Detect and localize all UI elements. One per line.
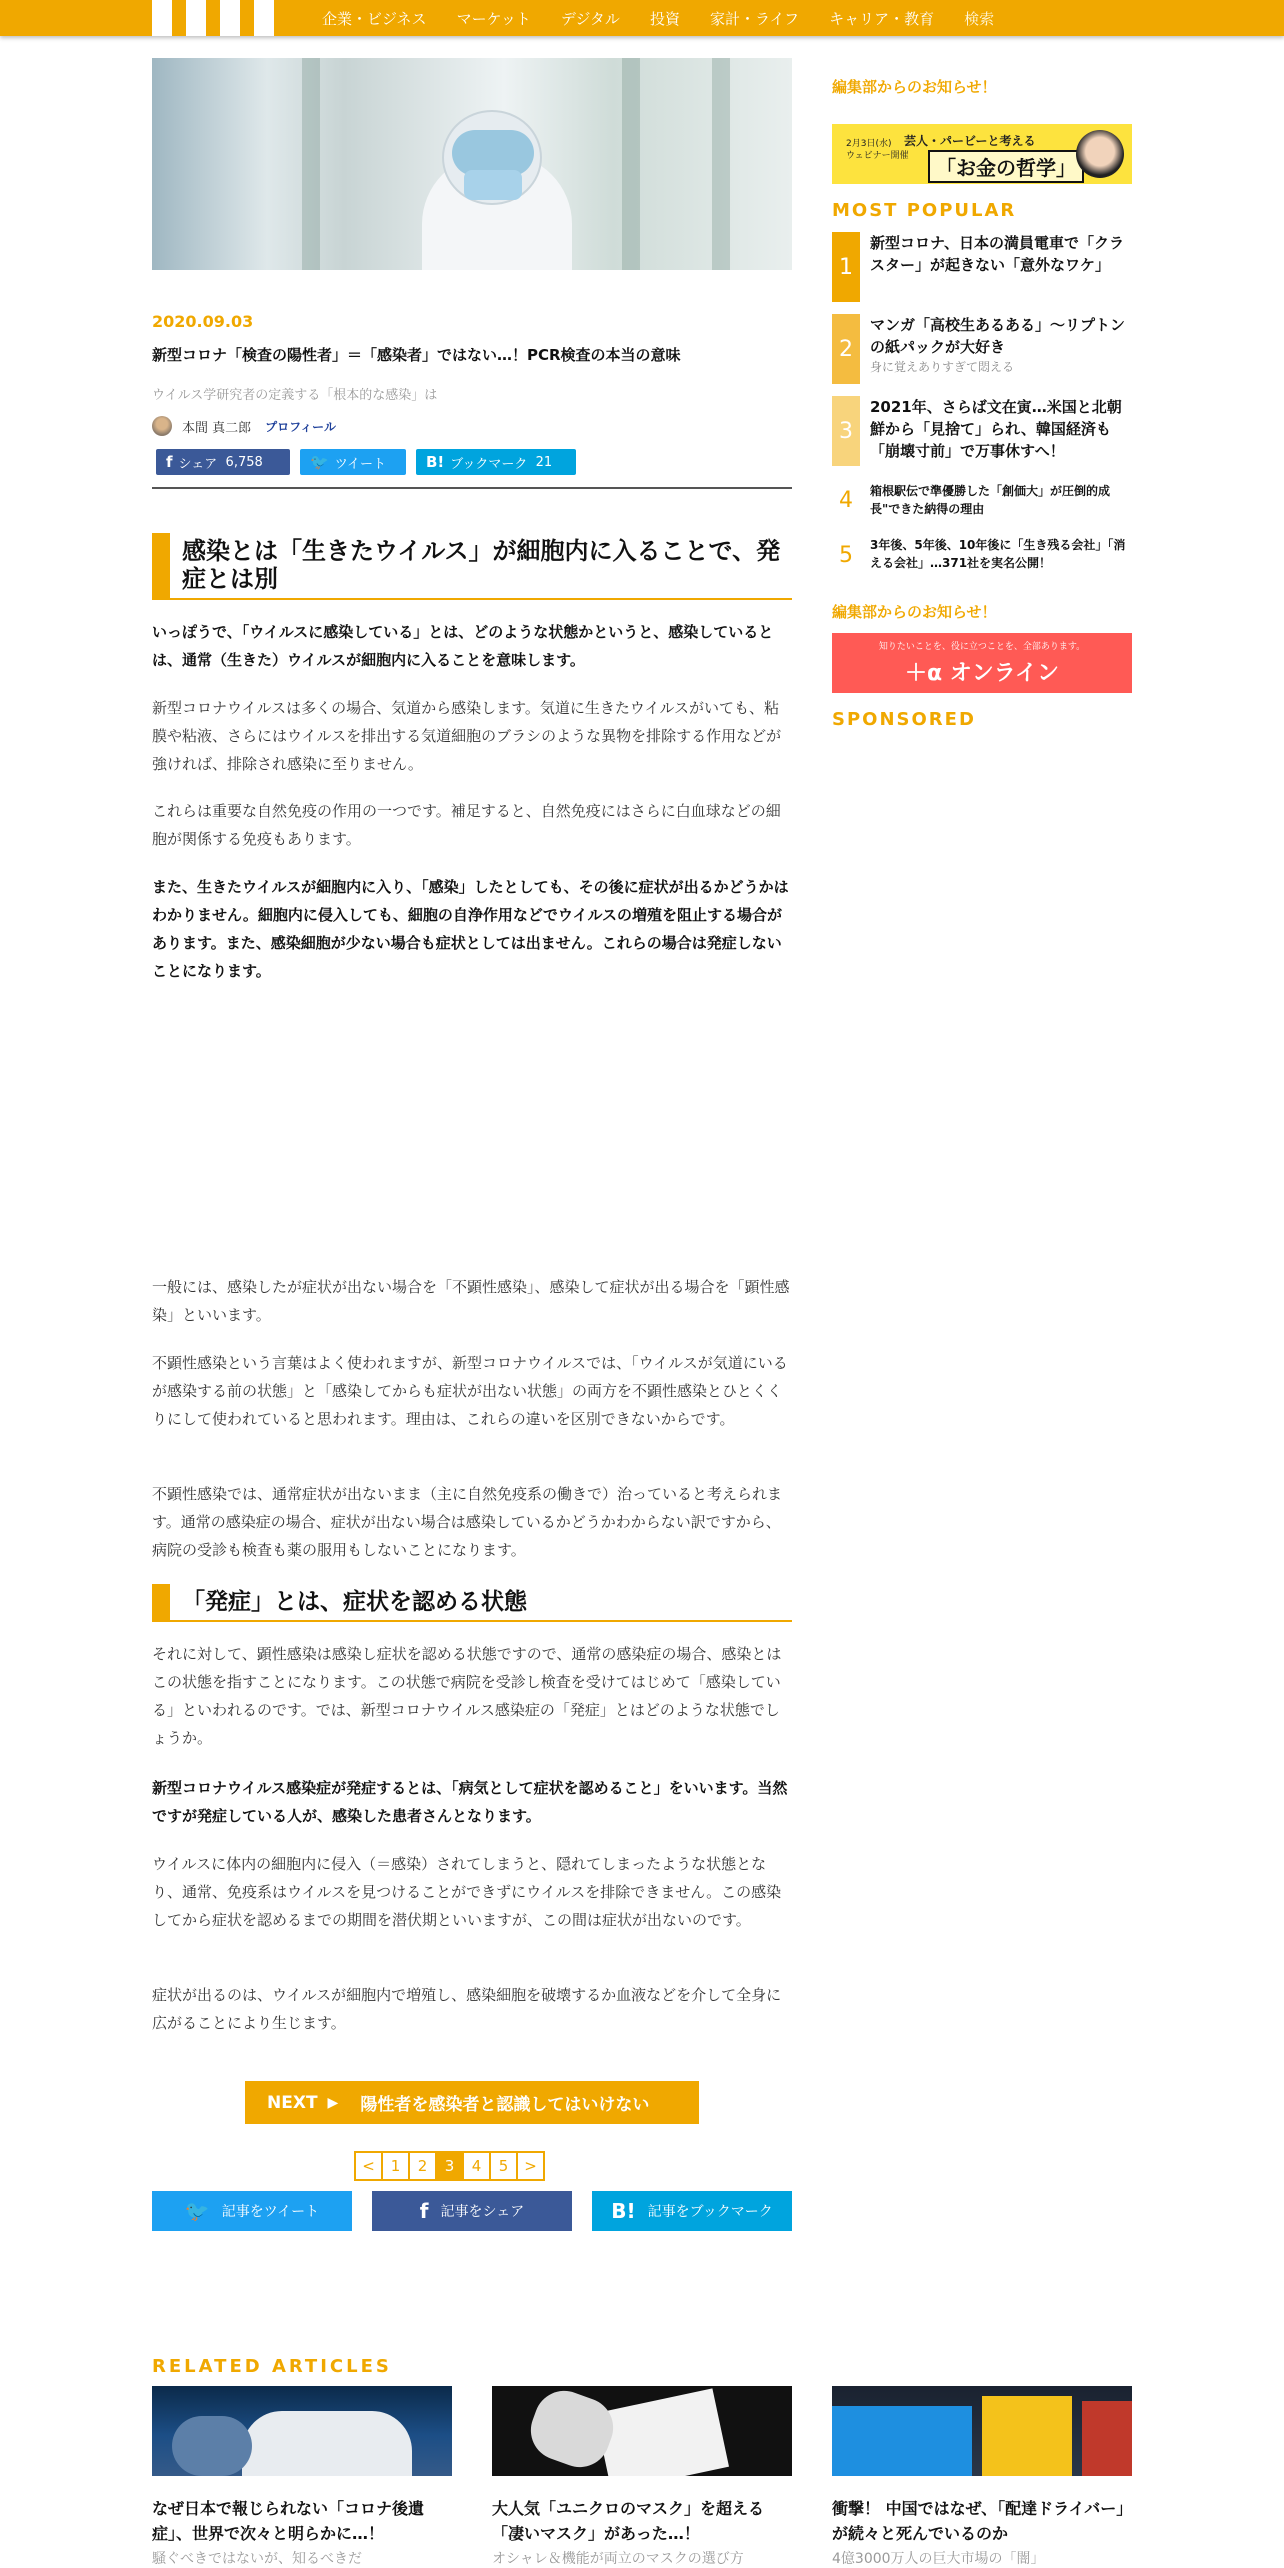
author-profile-link[interactable]: プロフィール <box>265 419 336 434</box>
pagination-page-5[interactable]: 5 <box>489 2151 518 2181</box>
popular-title: 2021年、さらば文在寅…米国と北朝鮮から「見捨て」られ、韓国経済も「崩壊寸前」で万事休すへ！ <box>870 398 1122 460</box>
related-articles-heading: RELATED ARTICLES <box>152 2356 392 2377</box>
related-article-thumbnail <box>492 2386 792 2476</box>
site-logo[interactable] <box>152 0 292 36</box>
article-title: 新型コロナ「検査の陽性者」＝「感染者」ではない…！PCR検査の本当の意味 <box>152 346 681 364</box>
pagination-next[interactable]: > <box>516 2151 545 2181</box>
nav-digital[interactable]: デジタル <box>560 9 620 28</box>
hatena-bookmark-button[interactable] <box>416 449 576 475</box>
nav-business[interactable]: 企業・ビジネス <box>322 9 427 28</box>
popular-item-4[interactable] <box>832 482 1132 518</box>
popular-item-2[interactable] <box>832 314 1132 384</box>
bookmark-label: ブックマーク <box>450 456 528 472</box>
popular-item-3[interactable] <box>832 396 1132 466</box>
twitter-tweet-button[interactable] <box>300 449 406 475</box>
next-page-button[interactable] <box>245 2081 699 2124</box>
rank-number: 2 <box>832 314 860 384</box>
paragraph: いっぽうで、「ウイルスに感染している」とは、どのような状態かというと、感染しているとは、通常（生きた）ウイルスが細胞内に入ることを意味します。 <box>152 623 774 669</box>
popular-title: マンガ「高校生あるある」〜リプトンの紙パックが大好き 身に覚えありすぎて悶える <box>860 314 1132 384</box>
popular-title: 箱根駅伝で準優勝した「創価大」が圧倒的成長"できた納得の理由 <box>870 484 1111 516</box>
twitter-bird-icon: 🐦 <box>310 453 329 471</box>
facebook-share-count: 6,758 <box>225 454 263 470</box>
site-header <box>0 0 1284 36</box>
related-article-card[interactable] <box>152 2386 452 2568</box>
related-article-subtitle: 4億3000万人の巨大市場の「闇」 <box>832 2551 1045 2567</box>
rank-number: 1 <box>832 232 860 302</box>
sidebar-notice-heading-2: 編集部からのお知らせ！ <box>832 603 997 621</box>
related-article-subtitle: オシャレ＆機能が両立のマスクの選び方 <box>492 2551 744 2567</box>
rank-number: 5 <box>839 542 853 568</box>
facebook-icon: f <box>419 2199 429 2223</box>
facebook-share-label: シェア <box>178 456 218 472</box>
main-nav <box>322 0 1024 36</box>
nav-career[interactable]: キャリア・教育 <box>829 9 935 28</box>
hatena-icon: B! <box>426 453 445 471</box>
paragraph: 一般には、感染したが症状が出ない場合を「不顕性感染」、感染して症状が出る場合を「顕性感染」といいます。 <box>152 1278 790 1324</box>
sponsored-heading: SPONSORED <box>832 709 976 730</box>
banner-title: 「お金の哲学」 <box>928 150 1084 183</box>
sidebar-notice-heading: 編集部からのお知らせ！ <box>832 78 997 96</box>
share-article-button[interactable] <box>372 2191 572 2231</box>
pagination <box>354 2151 543 2181</box>
tweet-label: ツイート <box>334 456 387 472</box>
pagination-page-4[interactable]: 4 <box>462 2151 491 2181</box>
related-article-title: なぜ日本で報じられない「コロナ後遺症」、世界で次々と明らかに…！ <box>152 2499 425 2543</box>
banner-portrait <box>1076 130 1124 178</box>
paragraph: ウイルスに体内の細胞内に侵入（＝感染）されてしまうと、隠れてしまったような状態となり、通常、免疫系はウイルスを見つけることができずにウイルスを排除できません。この感染してから症状を認めるまでの期間を潜伏期といいますが、この間は症状が出ないのです。 <box>152 1855 782 1929</box>
banner-date: 2月3日(水) ウェビナー開催 <box>846 139 909 161</box>
play-arrow-icon: ▶ <box>327 2094 339 2111</box>
ad-slot <box>152 1000 792 1250</box>
pagination-prev[interactable]: < <box>354 2151 383 2181</box>
section-heading-onset: 「発症」とは、症状を認める状態 <box>152 1584 792 1622</box>
related-article-thumbnail <box>152 2386 452 2476</box>
nav-market[interactable]: マーケット <box>456 9 531 28</box>
related-article-title: 衝撃！ 中国ではなぜ、「配達ドライバー」が続々と死んでいるのか <box>832 2499 1125 2543</box>
bookmark-count: 21 <box>535 454 553 470</box>
facebook-share-button[interactable] <box>156 449 290 475</box>
paragraph: 新型コロナウイルスは多くの場合、気道から感染します。気道に生きたウイルスがいても、粘膜や粘液、さらにはウイルスを排出する気道細胞のブラシのような異物を排除する作用などが強ければ、排除され感染に至りません。 <box>152 699 782 773</box>
webinar-banner[interactable] <box>832 124 1132 184</box>
share-article-label: 記事をシェア <box>440 2204 525 2220</box>
pagination-page-3-current[interactable]: 3 <box>435 2151 464 2181</box>
paragraph: また、生きたウイルスが細胞内に入り、「感染」したとしても、その後に症状が出るかどうかはわかりません。細胞内に侵入しても、細胞の自浄作用などでウイルスの増殖を阻止する場合があります。また、感染細胞が少ない場合も症状としては出ません。これらの場合は発症しないことになります。 <box>152 878 789 980</box>
pagination-page-2[interactable]: 2 <box>408 2151 437 2181</box>
related-article-subtitle: 騒ぐべきではないが、知るべきだ <box>152 2551 362 2567</box>
section-heading-infection: 感染とは「生きたウイルス」が細胞内に入ることで、発症とは別 <box>152 533 792 600</box>
banner-tagline: 芸人・パービーと考える <box>904 134 1036 148</box>
plus-alpha-online-banner[interactable] <box>832 633 1132 693</box>
related-article-card[interactable] <box>492 2386 792 2568</box>
title-divider <box>152 487 792 489</box>
paragraph: 症状が出るのは、ウイルスが細胞内で増殖し、感染細胞を破壊するか血液などを介して全身に広がることにより生じます。 <box>152 1986 782 2032</box>
popular-title: 新型コロナ、日本の満員電車で「クラスター」が起きない「意外なワケ」 <box>870 234 1124 274</box>
author-row <box>152 416 336 436</box>
popular-item-5[interactable] <box>832 536 1132 574</box>
article-date: 2020.09.03 <box>152 312 254 331</box>
pagination-page-1[interactable]: 1 <box>381 2151 410 2181</box>
bottom-share-bar <box>152 2191 792 2231</box>
rank-number: 4 <box>839 487 853 513</box>
popular-title: 3年後、5年後、10年後に「生き残る会社」「消える会社」…371社を実名公開！ <box>870 538 1126 570</box>
tweet-article-label: 記事をツイート <box>221 2204 320 2220</box>
popular-subtitle: 身に覚えありすぎて悶える <box>870 360 1015 374</box>
share-bar <box>156 449 586 475</box>
author-name[interactable]: 本間 真二郎 <box>182 420 252 436</box>
related-article-thumbnail <box>832 2386 1132 2476</box>
bookmark-article-label: 記事をブックマーク <box>647 2204 773 2220</box>
article-hero-image <box>152 58 792 270</box>
nav-search[interactable]: 検索 <box>964 9 995 28</box>
nav-investment[interactable]: 投資 <box>649 9 680 28</box>
popular-item-1[interactable] <box>832 232 1132 302</box>
paragraph: それに対して、顕性感染は感染し症状を認める状態ですので、通常の感染症の場合、感染とはこの状態を指すことになります。この状態で病院を受診し検査を受けてはじめて「感染している」といわれるのです。では、新型コロナウイルス感染症の「発症」とはどのような状態でしょうか。 <box>152 1645 782 1747</box>
alpha-tagline: 知りたいことを、役に立つことを、全部あります。 <box>878 642 1086 652</box>
next-label: NEXT <box>267 2092 318 2113</box>
tweet-article-button[interactable] <box>152 2191 352 2231</box>
paragraph: 新型コロナウイルス感染症が発症するとは、「病気として症状を認めること」をいいます。当然ですが発症している人が、感染した患者さんとなります。 <box>152 1779 788 1825</box>
article-subtitle: ウイルス学研究者の定義する「根本的な感染」は <box>152 388 438 403</box>
paragraph: 不顕性感染では、通常症状が出ないまま（主に自然免疫系の働きで）治っていると考えられます。通常の感染症の場合、症状が出ない場合は感染しているかどうかわからない訳ですから、病院の受診も検査も薬の服用もしないことになります。 <box>152 1485 783 1559</box>
related-article-title: 大人気「ユニクロのマスク」を超える「凄いマスク」があった…！ <box>492 2499 765 2543</box>
facebook-icon: f <box>166 453 173 471</box>
hatena-icon: B! <box>611 2199 636 2223</box>
next-page-title: 陽性者を感染者と認識してはいけない <box>360 2095 650 2115</box>
twitter-bird-icon: 🐦 <box>184 2199 210 2223</box>
author-avatar[interactable] <box>152 416 172 436</box>
most-popular-heading: MOST POPULAR <box>832 200 1017 221</box>
alpha-logo: ＋α オンライン <box>904 661 1060 686</box>
related-article-card[interactable] <box>832 2386 1132 2568</box>
nav-life[interactable]: 家計・ライフ <box>709 9 800 28</box>
paragraph: これらは重要な自然免疫の作用の一つです。補足すると、自然免疫にはさらに白血球などの細胞が関係する免疫もあります。 <box>152 802 781 848</box>
paragraph: 不顕性感染という言葉はよく使われますが、新型コロナウイルスでは、「ウイルスが気道にいるが感染する前の状態」と「感染してからも症状が出ない状態」の両方を不顕性感染とひとくくりにして使われていると思われます。理由は、これらの違いを区別できないからです。 <box>152 1354 788 1428</box>
rank-number: 3 <box>832 396 860 466</box>
bookmark-article-button[interactable] <box>592 2191 792 2231</box>
